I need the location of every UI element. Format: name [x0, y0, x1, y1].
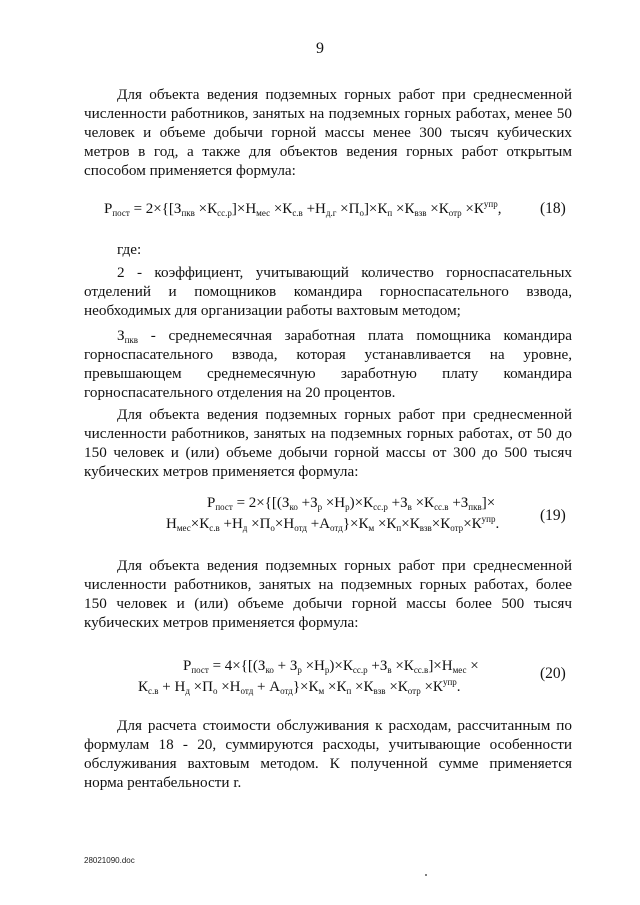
paragraph-formula-20-intro: Для объекта ведения подземных горных работ при среднесменной численности работников, занятых на подземных горных работах, более 150 человек и (или) объеме добычи горной массы более 500 тысяч кубических метров применяется формула:	[84, 557, 572, 631]
formula-19-number: (19)	[540, 507, 566, 524]
formula-18: $Р_{пост} = 2\times\{[З_{пкв} \times К_{сс.р}]\times Н_{мес} \times К_{с.в} +Н_{д.г} \times П_о]\times К_п \times К_{взв} \times К_{отр} \times К^{упр}$,	[104, 199, 502, 218]
formula-20-number: (20)	[540, 665, 566, 682]
zpkv-symbol: $З_{пкв}$	[117, 327, 139, 345]
paragraph-formula-19-intro: Для объекта ведения подземных горных работ при среднесменной численности работников, занятых на подземных горных работах, от 50 до 150 человек и (или) объеме добычи горной массы от 300 до 500 тысяч кубических метров применяется формула:	[84, 406, 572, 480]
formula-19-line-2: $Н_{мес}\times К_{с.в} +Н_д \times П_о\times Н_{отд} +А_{отд}\}\times К_м \times К_п\times К_{взв}\times К_{отр}\times К^{упр}$.	[166, 514, 500, 533]
formula-19-line-1: $Р_{пост} = 2\times\{[(З_{ко} +З_р \times Н_р)\times К_{сс.р} +З_в \times К_{сс.в} +З_{пкв}]\times$	[207, 495, 496, 512]
footer-doc-id: 28021090.doc	[84, 856, 135, 865]
paragraph-zpkv-definition	[84, 326, 572, 402]
paragraph-formula-18-intro: Для объекта ведения подземных горных работ при среднесменной численности работников, занятых на подземных горных работах, менее 50 человек и объеме добычи горной массы менее 300 тысяч кубических метров в год, а также для объектов ведения горных работ открытым способом применяется формула:	[84, 86, 572, 179]
paragraph-coefficient-2: 2 - коэффициент, учитывающий количество горноспасательных отделений и помощников командира горноспасательного взвода, необходимых для организации работы вахтовым методом;	[84, 264, 572, 319]
page-number: 9	[316, 40, 324, 57]
where-label: где:	[117, 241, 142, 258]
formula-20-line-1: $Р_{пост} = 4\times\{[(З_{ко} + З_р \times Н_р)\times К_{сс.р} +З_в \times К_{сс.в}]\times Н_{мес}$ ×	[183, 658, 479, 675]
formula-20-line-2: $К_{с.в} + Н_д \times П_о \times Н_{отд} + А_{отд}\}\times К_м \times К_п \times К_{взв} \times К_{отр} \times К^{упр}$.	[138, 677, 461, 696]
zpkv-definition-text: - среднемесячная заработная плата помощника командира горноспасательного взвода, которая устанавливается на уровне, превышающем среднемесячную заработную плату командира горноспасательного отделения на 20 процентов.	[84, 327, 572, 401]
scan-speck	[425, 874, 427, 876]
paragraph-final: Для расчета стоимости обслуживания к расходам, рассчитанным по формулам 18 - 20, суммируются расходы, учитывающие особенности обслуживания вахтовым методом. К полученной сумме применяется норма рентабельности r.	[84, 717, 572, 791]
formula-18-number: (18)	[540, 200, 566, 217]
